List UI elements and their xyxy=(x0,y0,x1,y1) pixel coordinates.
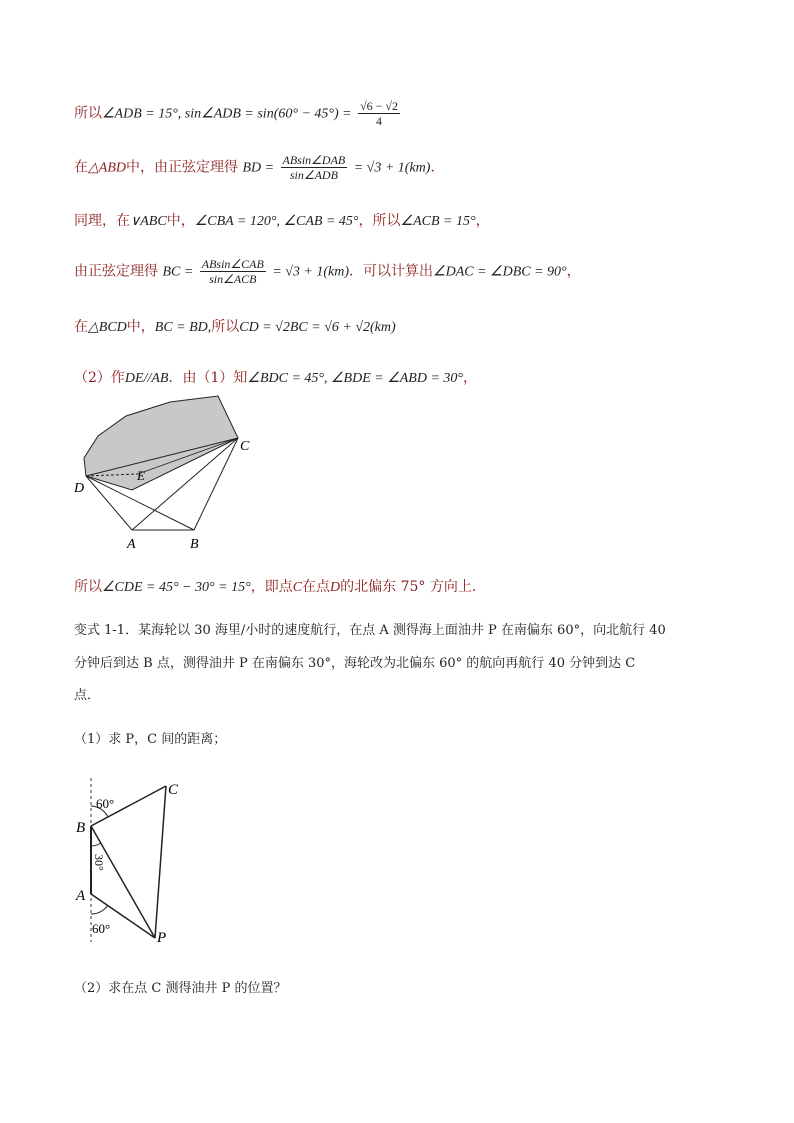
line2-mid: 中，由正弦定理得 xyxy=(125,159,238,176)
solution-line-3 xyxy=(74,214,490,229)
line3-prefix: 同理，在 xyxy=(74,213,130,229)
solution-line-7 xyxy=(74,580,486,595)
line1-frac-num: √6 − √2 xyxy=(360,99,399,113)
line2-frac-num: ABsin∠DAB xyxy=(282,153,346,167)
line4-prefix: 由正弦定理得 xyxy=(74,263,158,280)
line3-mid2: ，所以 xyxy=(358,213,401,229)
line1-fraction xyxy=(358,100,400,127)
figure2-label-a: A xyxy=(76,888,86,904)
figure2-label-30: 30° xyxy=(92,854,106,871)
line1-frac-den: 4 xyxy=(376,114,383,128)
line1-math: ∠ADB = 15°, sin∠ADB = sin(60° − 45°) = xyxy=(102,106,352,122)
line6-text: （2）作 xyxy=(74,370,125,386)
figure2-label-b: B xyxy=(76,820,86,836)
figure1-label-a: A xyxy=(127,537,136,552)
line4-math: ∠DAC = ∠DBC = 90° xyxy=(433,264,567,280)
line3-end: ， xyxy=(475,213,490,229)
figure2-label-60-top: 60° xyxy=(96,796,115,811)
variant-line-2: 分钟后到达 B 点，测得油井 P 在南偏东 30°，海轮改为北偏东 60° 的航向再航行 40 分钟到达 C xyxy=(74,656,636,671)
line4-end: ， xyxy=(566,263,581,280)
figure-2-diagram xyxy=(70,774,200,946)
solution-line-6 xyxy=(74,371,477,386)
line4-frac-num: ABsin∠CAB xyxy=(201,257,264,271)
line6-math2: ∠BDC = 45°, ∠BDE = ∠ABD = 30° xyxy=(247,371,464,386)
line3-triangle: ∨ABC xyxy=(130,214,167,229)
question-1: （1）求 P，C 间的距离； xyxy=(74,732,227,747)
line7-d: D xyxy=(330,580,341,595)
line2-end: ． xyxy=(430,159,445,176)
line7-prefix: 所以 xyxy=(74,579,102,595)
line5-mid2: 所以 xyxy=(211,319,240,335)
line1-prefix: 所以 xyxy=(74,105,102,122)
line4-result: = √3 + 1(km) xyxy=(272,264,350,280)
solution-line-1 xyxy=(74,100,402,127)
question-2: （2）求在点 C 测得油井 P 的位置？ xyxy=(74,981,287,996)
figure1-label-e: E xyxy=(137,468,145,483)
figure1-label-b: B xyxy=(190,537,199,552)
variant-line-1: 变式 1-1．某海轮以 30 海里/小时的速度航行，在点 A 测得海上面油井 P 在南偏东 60°，向北航行 40 xyxy=(74,623,666,638)
line2-bd: BD = xyxy=(242,160,275,176)
figure2-label-60-bottom: 60° xyxy=(92,921,111,936)
line7-mid2: 在点 xyxy=(302,579,331,595)
figure-1-diagram xyxy=(70,388,260,553)
line5-math: BC = BD, xyxy=(154,320,212,335)
line6-mid: ．由（1）知 xyxy=(168,370,248,386)
line3-math: ∠CBA = 120°, ∠CAB = 45° xyxy=(194,214,359,229)
line2-fraction xyxy=(281,154,348,181)
line2-result: = √3 + 1(km) xyxy=(353,160,431,176)
solution-line-4 xyxy=(74,258,581,285)
line3-math2: ∠ACB = 15° xyxy=(400,214,476,229)
line3-mid: 中， xyxy=(166,213,195,229)
line6-math: DE//AB xyxy=(124,371,169,386)
line7-math: ∠CDE = 45° − 30° = 15° xyxy=(102,580,251,595)
line4-mid: ．可以计算出 xyxy=(349,263,434,280)
line4-fraction xyxy=(200,258,266,285)
line2-prefix: 在 xyxy=(74,159,88,176)
figure1-label-d: D xyxy=(74,481,85,496)
figure2-label-c: C xyxy=(168,782,179,798)
solution-line-5 xyxy=(74,320,396,335)
line4-frac-den: sin∠ACB xyxy=(209,272,257,286)
line2-frac-den: sin∠ADB xyxy=(289,168,338,182)
figure1-label-c: C xyxy=(240,439,250,454)
variant-line-3: 点． xyxy=(74,688,101,703)
line5-math2: CD = √2BC = √6 + √2(km) xyxy=(239,320,396,335)
line5-prefix: 在 xyxy=(74,319,88,335)
figure1-shaded-region xyxy=(84,396,238,490)
line7-mid: ，即点 xyxy=(250,579,293,595)
line5-mid: 中， xyxy=(126,319,155,335)
line7-c: C xyxy=(292,580,303,595)
solution-line-2 xyxy=(74,154,444,181)
line2-triangle: △ABD xyxy=(88,160,126,176)
line4-bc: BC = xyxy=(162,264,194,280)
line5-triangle: △BCD xyxy=(88,320,127,335)
figure2-label-p: P xyxy=(157,930,167,946)
line7-end: 的北偏东 75° 方向上． xyxy=(340,579,486,595)
line6-end: ， xyxy=(463,370,478,386)
